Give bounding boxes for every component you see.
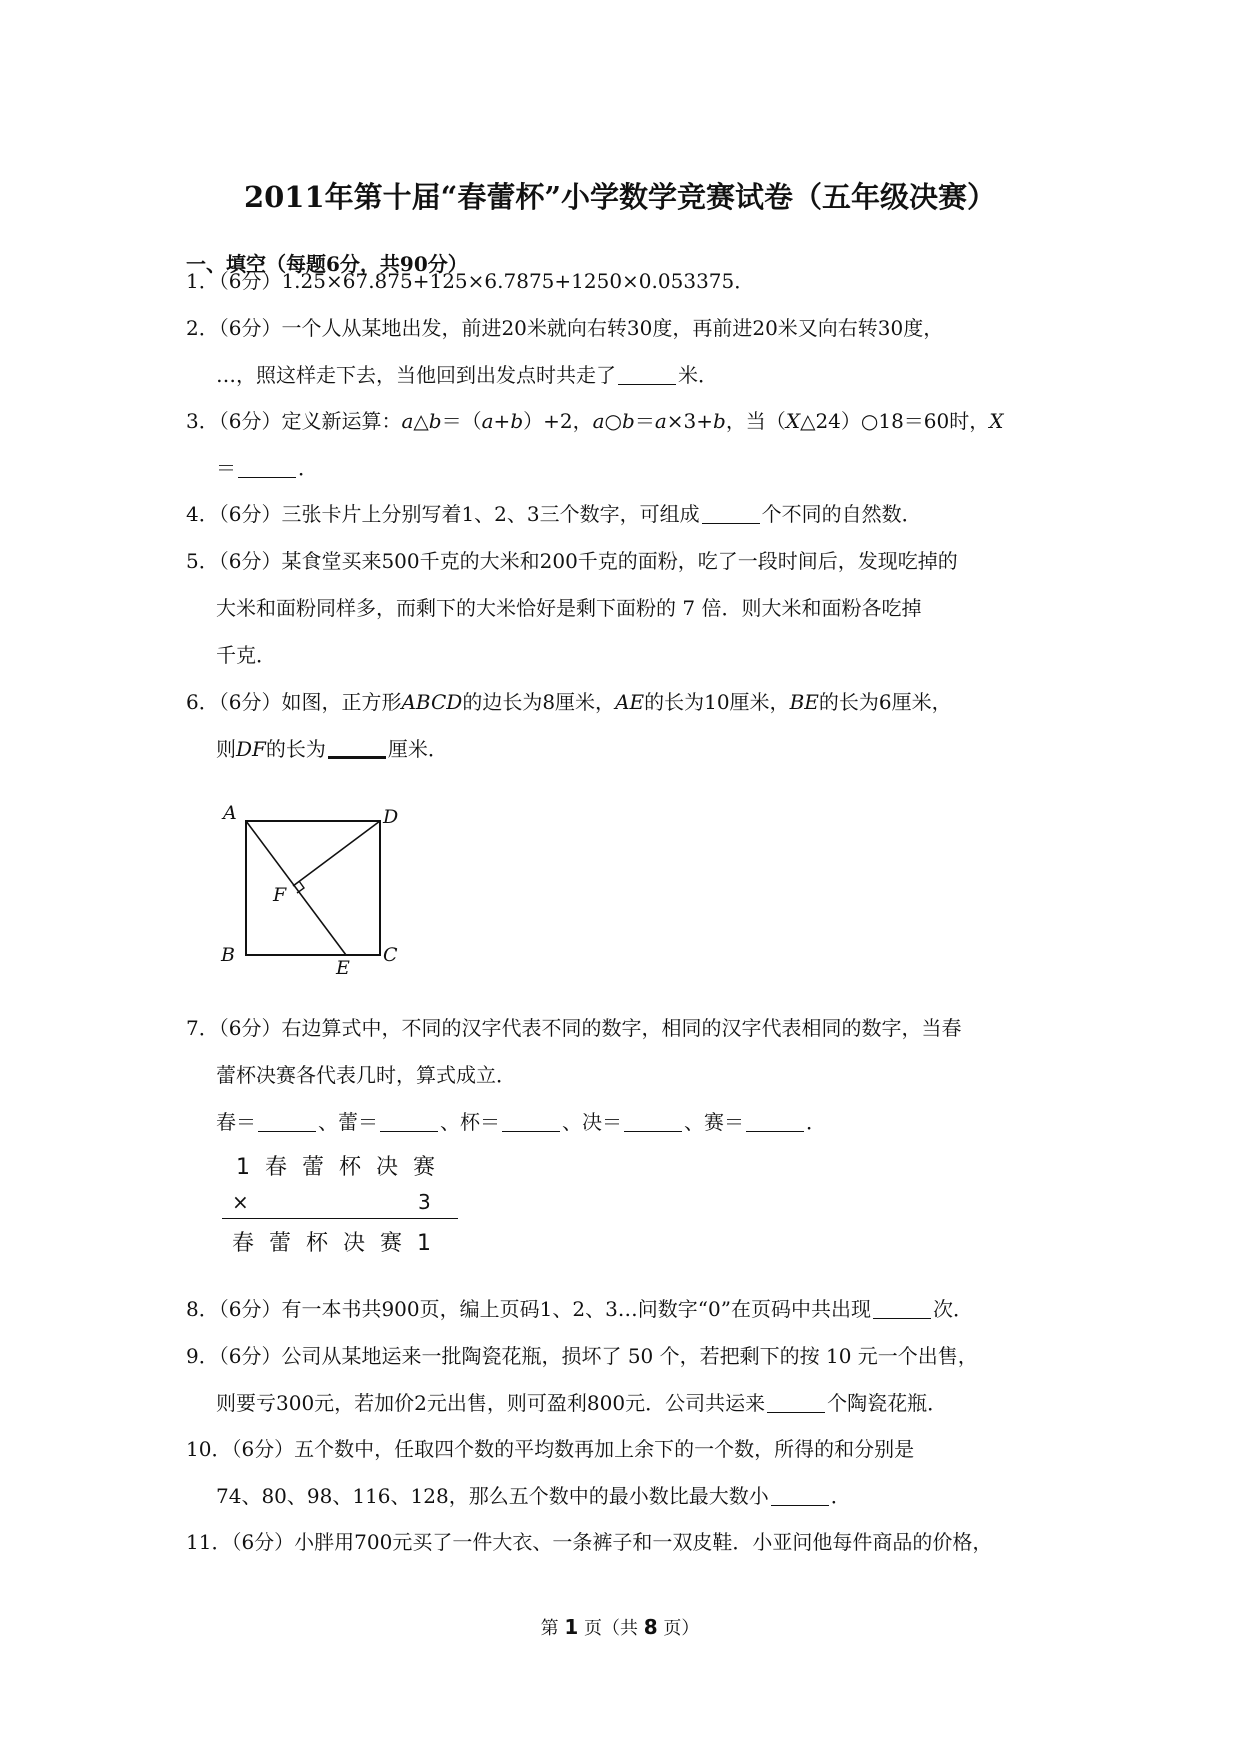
puzzle-multiplier: 3 bbox=[418, 1190, 435, 1214]
question-text: （6分）如图，正方形 bbox=[218, 690, 402, 714]
question-text: △24）○18＝60时， bbox=[800, 409, 990, 433]
answer-line bbox=[186, 1099, 1066, 1146]
math-variable: X bbox=[989, 409, 1004, 433]
page-title: 2011年第十届“春蕾杯”小学数学竞赛试卷（五年级决赛） bbox=[243, 180, 997, 214]
question-text: 则要亏300元，若加价2元出售，则可盈利800元．公司共运来 bbox=[216, 1391, 766, 1415]
segment-df bbox=[293, 821, 380, 886]
question-6 bbox=[186, 679, 1066, 773]
question-text: 、蕾＝ bbox=[318, 1110, 378, 1134]
question-text: 的长为10厘米， bbox=[644, 690, 790, 714]
question-text: （6分）某食堂买来500千克的大米和200千克的面粉，吃了一段时间后，发现吃掉的 bbox=[218, 549, 958, 573]
math-variable: a bbox=[592, 409, 605, 433]
question-5 bbox=[186, 538, 1066, 679]
square-abcd bbox=[246, 821, 380, 955]
square-figure bbox=[215, 800, 435, 985]
math-variable: b bbox=[713, 409, 726, 433]
question-text: ． bbox=[806, 1110, 826, 1134]
question-number: 8． bbox=[186, 1297, 219, 1321]
question-11 bbox=[186, 1519, 1066, 1566]
question-text: （6分）定义新运算： bbox=[218, 409, 402, 433]
question-9 bbox=[186, 1333, 1066, 1427]
answer-blank[interactable] bbox=[328, 736, 386, 759]
question-3 bbox=[186, 398, 1066, 492]
segment-ae bbox=[246, 821, 346, 955]
question-7 bbox=[186, 1005, 1066, 1146]
answer-blank[interactable] bbox=[502, 1111, 560, 1132]
math-variable: DF bbox=[236, 737, 266, 761]
page-footer bbox=[0, 1614, 1240, 1640]
question-text: 厘米． bbox=[387, 737, 448, 761]
question-continuation bbox=[186, 445, 1066, 492]
question-text: （6分）1.25×67.875+125×6.7875+1250×0.053375． bbox=[218, 269, 755, 293]
square-diagram bbox=[215, 800, 435, 985]
question-text: 米． bbox=[678, 363, 718, 387]
math-variable: ABCD bbox=[401, 690, 463, 714]
section-heading: 一、填空（每题6分，共90分） bbox=[186, 252, 468, 276]
math-symbol: ）+2， bbox=[523, 409, 593, 433]
math-symbol: ＝ bbox=[634, 409, 655, 433]
question-text: （6分）有一本书共900页，编上页码1、2、3…问数字“0”在页码中共出现 bbox=[218, 1297, 871, 1321]
math-variable: AE bbox=[615, 690, 645, 714]
question-text: ． bbox=[830, 1484, 851, 1508]
answer-blank[interactable] bbox=[258, 1111, 316, 1132]
puzzle-row-top: 1 春 蕾 杯 决 赛 bbox=[236, 1155, 439, 1180]
question-continuation: 大米和面粉同样多，而剩下的大米恰好是剩下面粉的 7 倍．则大米和面粉各吃掉 bbox=[216, 596, 922, 620]
question-4 bbox=[186, 491, 1066, 538]
question-continuation bbox=[186, 1473, 1066, 1520]
question-text: 个陶瓷花瓶． bbox=[827, 1391, 948, 1415]
question-number: 2． bbox=[186, 316, 219, 340]
question-text: （6分）右边算式中，不同的汉字代表不同的数字，相同的汉字代表相同的数字，当春 bbox=[218, 1016, 962, 1040]
question-number: 9． bbox=[186, 1344, 219, 1368]
question-text: 74、80、98、116、128，那么五个数中的最小数比最大数小 bbox=[216, 1484, 769, 1508]
question-number: 1． bbox=[186, 269, 219, 293]
question-number: 3． bbox=[186, 409, 219, 433]
question-1 bbox=[186, 258, 1066, 305]
label-b: B bbox=[221, 944, 235, 966]
puzzle-times: × bbox=[232, 1190, 253, 1214]
question-text: 则 bbox=[216, 737, 236, 761]
question-number: 4． bbox=[186, 502, 219, 526]
question-continuation: 千克． bbox=[216, 643, 276, 667]
page-total: 8 bbox=[643, 1615, 658, 1639]
footer-text: 页） bbox=[657, 1618, 700, 1639]
multiplication-puzzle bbox=[222, 1150, 458, 1260]
math-variable: b bbox=[622, 409, 635, 433]
question-continuation: 蕾杯决赛各代表几时，算式成立． bbox=[216, 1063, 516, 1087]
question-continuation bbox=[186, 726, 1066, 773]
question-number: 11． bbox=[186, 1530, 232, 1554]
question-text: （6分）小胖用700元买了一件大衣、一条裤子和一双皮鞋．小亚问他每件商品的价格， bbox=[231, 1530, 993, 1554]
label-f: F bbox=[273, 884, 287, 906]
question-text: 、杯＝ bbox=[440, 1110, 500, 1134]
answer-blank[interactable] bbox=[771, 1485, 829, 1506]
answer-blank[interactable] bbox=[746, 1111, 804, 1132]
answer-blank[interactable] bbox=[618, 364, 676, 385]
math-symbol: ＝（ bbox=[441, 409, 482, 433]
math-variable: a bbox=[401, 409, 414, 433]
label-c: C bbox=[383, 944, 398, 966]
math-symbol: ○ bbox=[604, 409, 622, 433]
math-symbol: + bbox=[493, 409, 511, 433]
question-text: ，当（ bbox=[725, 409, 786, 433]
footer-text: 第 bbox=[540, 1618, 565, 1639]
question-text: 春＝ bbox=[216, 1110, 256, 1134]
math-variable: a bbox=[654, 409, 667, 433]
question-continuation bbox=[186, 352, 1066, 399]
math-variable: b bbox=[428, 409, 442, 433]
question-text: （6分）三张卡片上分别写着1、2、3三个数字，可组成 bbox=[218, 502, 700, 526]
answer-blank[interactable] bbox=[380, 1111, 438, 1132]
math-symbol: △ bbox=[413, 409, 429, 433]
question-8 bbox=[186, 1286, 1066, 1333]
answer-blank[interactable] bbox=[702, 503, 760, 524]
math-variable: X bbox=[785, 409, 801, 433]
question-text: 的长为 bbox=[265, 737, 326, 761]
question-continuation bbox=[186, 1380, 1066, 1427]
question-text: 、决＝ bbox=[562, 1110, 622, 1134]
label-e: E bbox=[336, 957, 350, 979]
question-text: 、赛＝ bbox=[684, 1110, 744, 1134]
label-d: D bbox=[383, 806, 399, 828]
question-text: ． bbox=[298, 456, 318, 480]
question-text: …，照这样走下去，当他回到出发点时共走了 bbox=[216, 363, 616, 387]
question-2 bbox=[186, 305, 1066, 399]
question-text: （6分）一个人从某地出发，前进20米就向右转30度，再前进20米又向右转30度， bbox=[218, 316, 944, 340]
question-number: 6． bbox=[186, 690, 219, 714]
puzzle-rule bbox=[222, 1218, 458, 1219]
label-a: A bbox=[223, 802, 237, 824]
page-number: 1 bbox=[564, 1615, 579, 1639]
math-symbol: ×3+ bbox=[666, 409, 713, 433]
footer-text: 页（共 bbox=[578, 1618, 644, 1639]
question-text: ＝ bbox=[216, 456, 236, 480]
question-number: 5． bbox=[186, 549, 219, 573]
answer-blank[interactable] bbox=[767, 1392, 825, 1413]
answer-blank[interactable] bbox=[238, 457, 296, 478]
question-text: （6分）五个数中，任取四个数的平均数再加上余下的一个数，所得的和分别是 bbox=[231, 1437, 915, 1461]
puzzle-row-result: 春 蕾 杯 决 赛 1 bbox=[232, 1231, 435, 1256]
question-text: 的边长为8厘米， bbox=[462, 690, 616, 714]
answer-blank[interactable] bbox=[873, 1298, 931, 1319]
question-text: 次． bbox=[932, 1297, 973, 1321]
question-number: 10． bbox=[186, 1437, 232, 1461]
question-number: 7． bbox=[186, 1016, 219, 1040]
question-text: 个不同的自然数． bbox=[761, 502, 922, 526]
answer-blank[interactable] bbox=[624, 1111, 682, 1132]
question-10 bbox=[186, 1426, 1066, 1520]
math-variable: a bbox=[481, 409, 494, 433]
question-text: 的长为6厘米， bbox=[818, 690, 952, 714]
math-variable: BE bbox=[789, 690, 819, 714]
math-variable: b bbox=[510, 409, 524, 433]
question-text: （6分）公司从某地运来一批陶瓷花瓶，损坏了 50 个，若把剩下的按 10 元一个出售， bbox=[218, 1344, 978, 1368]
